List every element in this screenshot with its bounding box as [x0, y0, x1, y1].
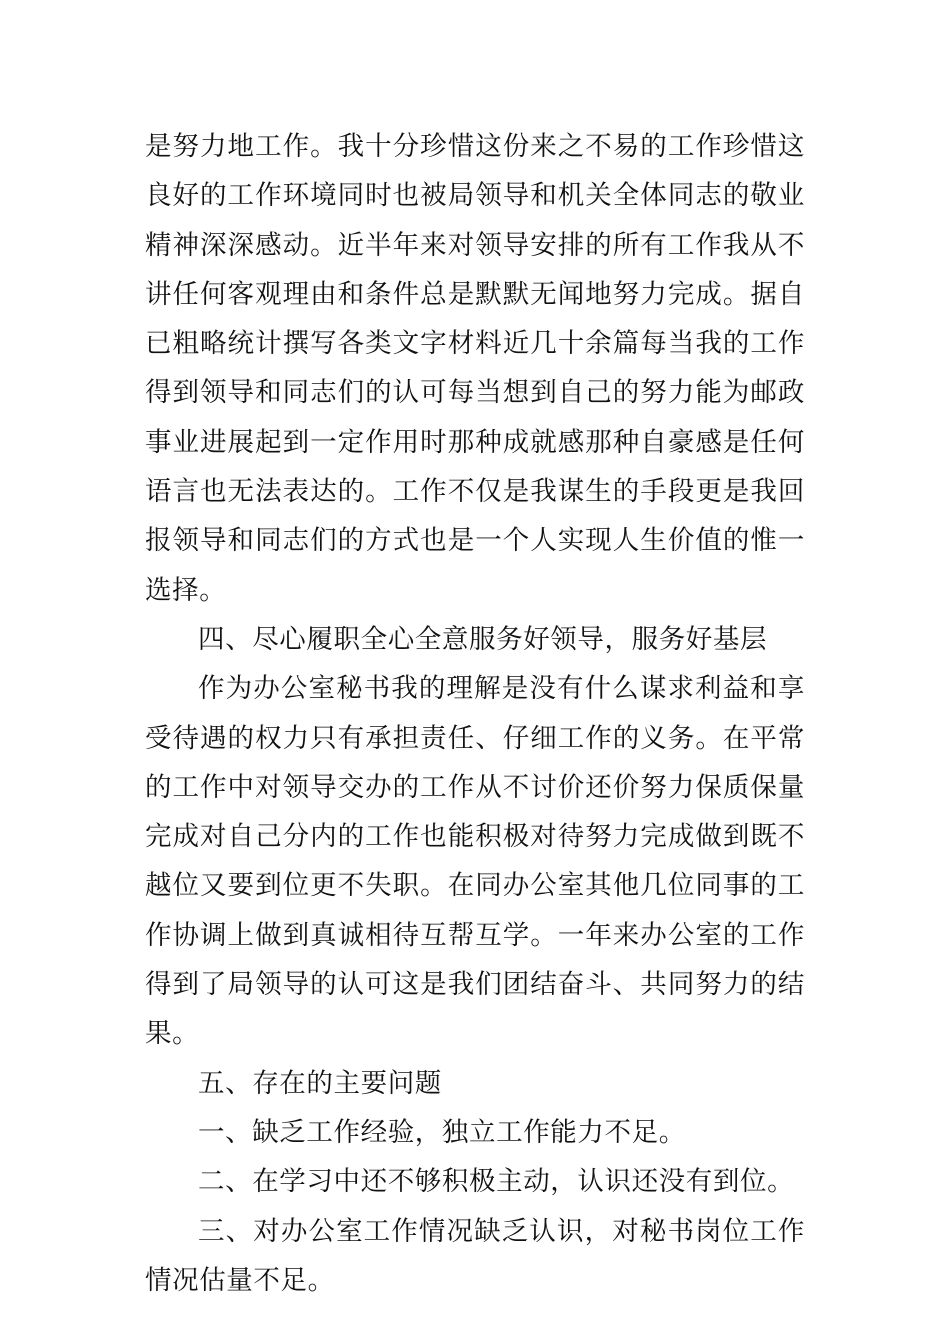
paragraph-continuation: 是努力地工作。我十分珍惜这份来之不易的工作珍惜这良好的工作环境同时也被局领导和机关全体同志的敬业精神深深感动。近半年来对领导安排的所有工作我从不讲任何客观理由和条件总是默默无闻地努力完成。据自已粗略统计撰写各类文字材料近几十余篇每当我的工作得到领导和同志们的认可每当想到自己的努力能为邮政事业进展起到一定作用时那种成就感那种自豪感是任何语言也无法表达的。工作不仅是我谋生的手段更是我回报领导和同志们的方式也是一个人实现人生价值的惟一选择。 — [145, 131, 805, 606]
problem-item-three: 三、对办公室工作情况缺乏认识，对秘书岗位工作情况估量不足。 — [145, 1215, 805, 1296]
document-page — [145, 122, 805, 1305]
problem-item-one: 一、缺乏工作经验，独立工作能力不足。 — [198, 1116, 686, 1148]
section-heading-four: 四、尽心履职全心全意服务好领导，服务好基层 — [198, 623, 768, 655]
section-heading-five: 五、存在的主要问题 — [198, 1067, 442, 1099]
paragraph-secretary-duties: 作为办公室秘书我的理解是没有什么谋求利益和享受待遇的权力只有承担责任、仔细工作的义务。在平常的工作中对领导交办的工作从不讨价还价努力保质保量完成对自己分内的工作也能积极对待努力完成做到既不越位又要到位更不失职。在同办公室其他几位同事的工作协调上做到真诚相待互帮互学。一年来办公室的工作得到了局领导的认可这是我们团结奋斗、共同努力的结果。 — [145, 673, 805, 1050]
problem-item-two: 二、在学习中还不够积极主动，认识还没有到位。 — [198, 1166, 795, 1198]
